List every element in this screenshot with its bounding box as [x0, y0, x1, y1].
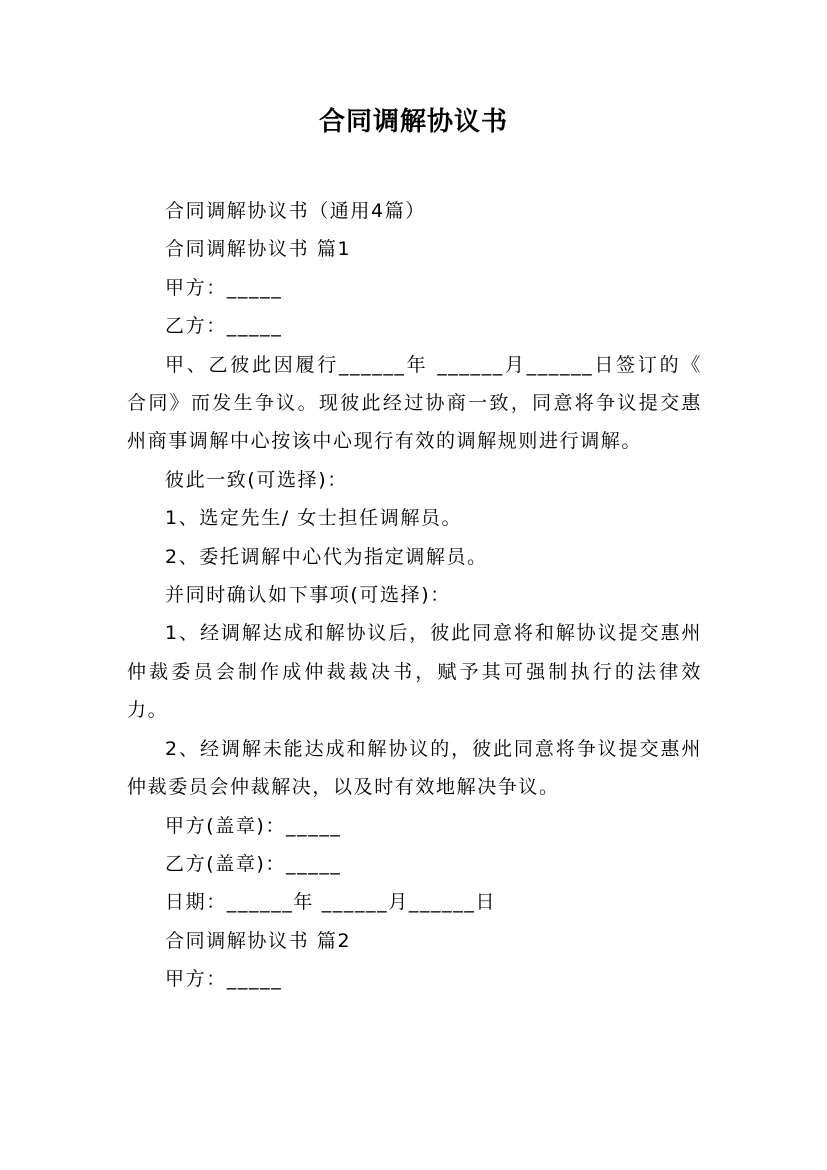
paragraph-agreement-options: 彼此一致(可选择)：	[165, 468, 348, 491]
paragraph-party-b: 乙方：_____	[165, 315, 283, 338]
paragraph-confirm-1: 1、经调解达成和解协议后，彼此同意将和解协议提交惠州仲裁委员会制作成仲裁裁决书，赋予其可强制执行的法律效力。	[127, 622, 702, 722]
paragraph-section-heading-1: 合同调解协议书 篇1	[165, 238, 352, 261]
paragraph-dispute-statement: 甲、乙彼此因履行______年 ______月______日签订的《 合同》而发生争议。现彼此经过协商一致，同意将争议提交惠州商事调解中心按该中心现行有效的调解规则进行调解。	[127, 353, 702, 453]
paragraph-party-a-2: 甲方：_____	[165, 968, 283, 991]
paragraph-confirm-2: 2、经调解未能达成和解协议的，彼此同意将争议提交惠州仲裁委员会仲裁解决，以及时有效地解决争议。	[127, 737, 702, 799]
document-body	[127, 192, 702, 999]
paragraph-confirm-items: 并同时确认如下事项(可选择)：	[165, 584, 451, 607]
paragraph-section-heading-2: 合同调解协议书 篇2	[165, 929, 352, 952]
paragraph-option-1: 1、选定先生/ 女士担任调解员。	[165, 507, 463, 530]
document-title: 合同调解协议书	[318, 107, 508, 137]
paragraph-party-a: 甲方：_____	[165, 276, 283, 299]
paragraph-date: 日期：______年 ______月______日	[165, 891, 497, 914]
paragraph-option-2: 2、委托调解中心代为指定调解员。	[165, 545, 488, 568]
paragraph-subtitle: 合同调解协议书（通用4篇）	[165, 200, 426, 222]
paragraph-party-a-seal: 甲方(盖章)：_____	[165, 814, 342, 837]
paragraph-party-b-seal: 乙方(盖章)：_____	[165, 852, 342, 875]
